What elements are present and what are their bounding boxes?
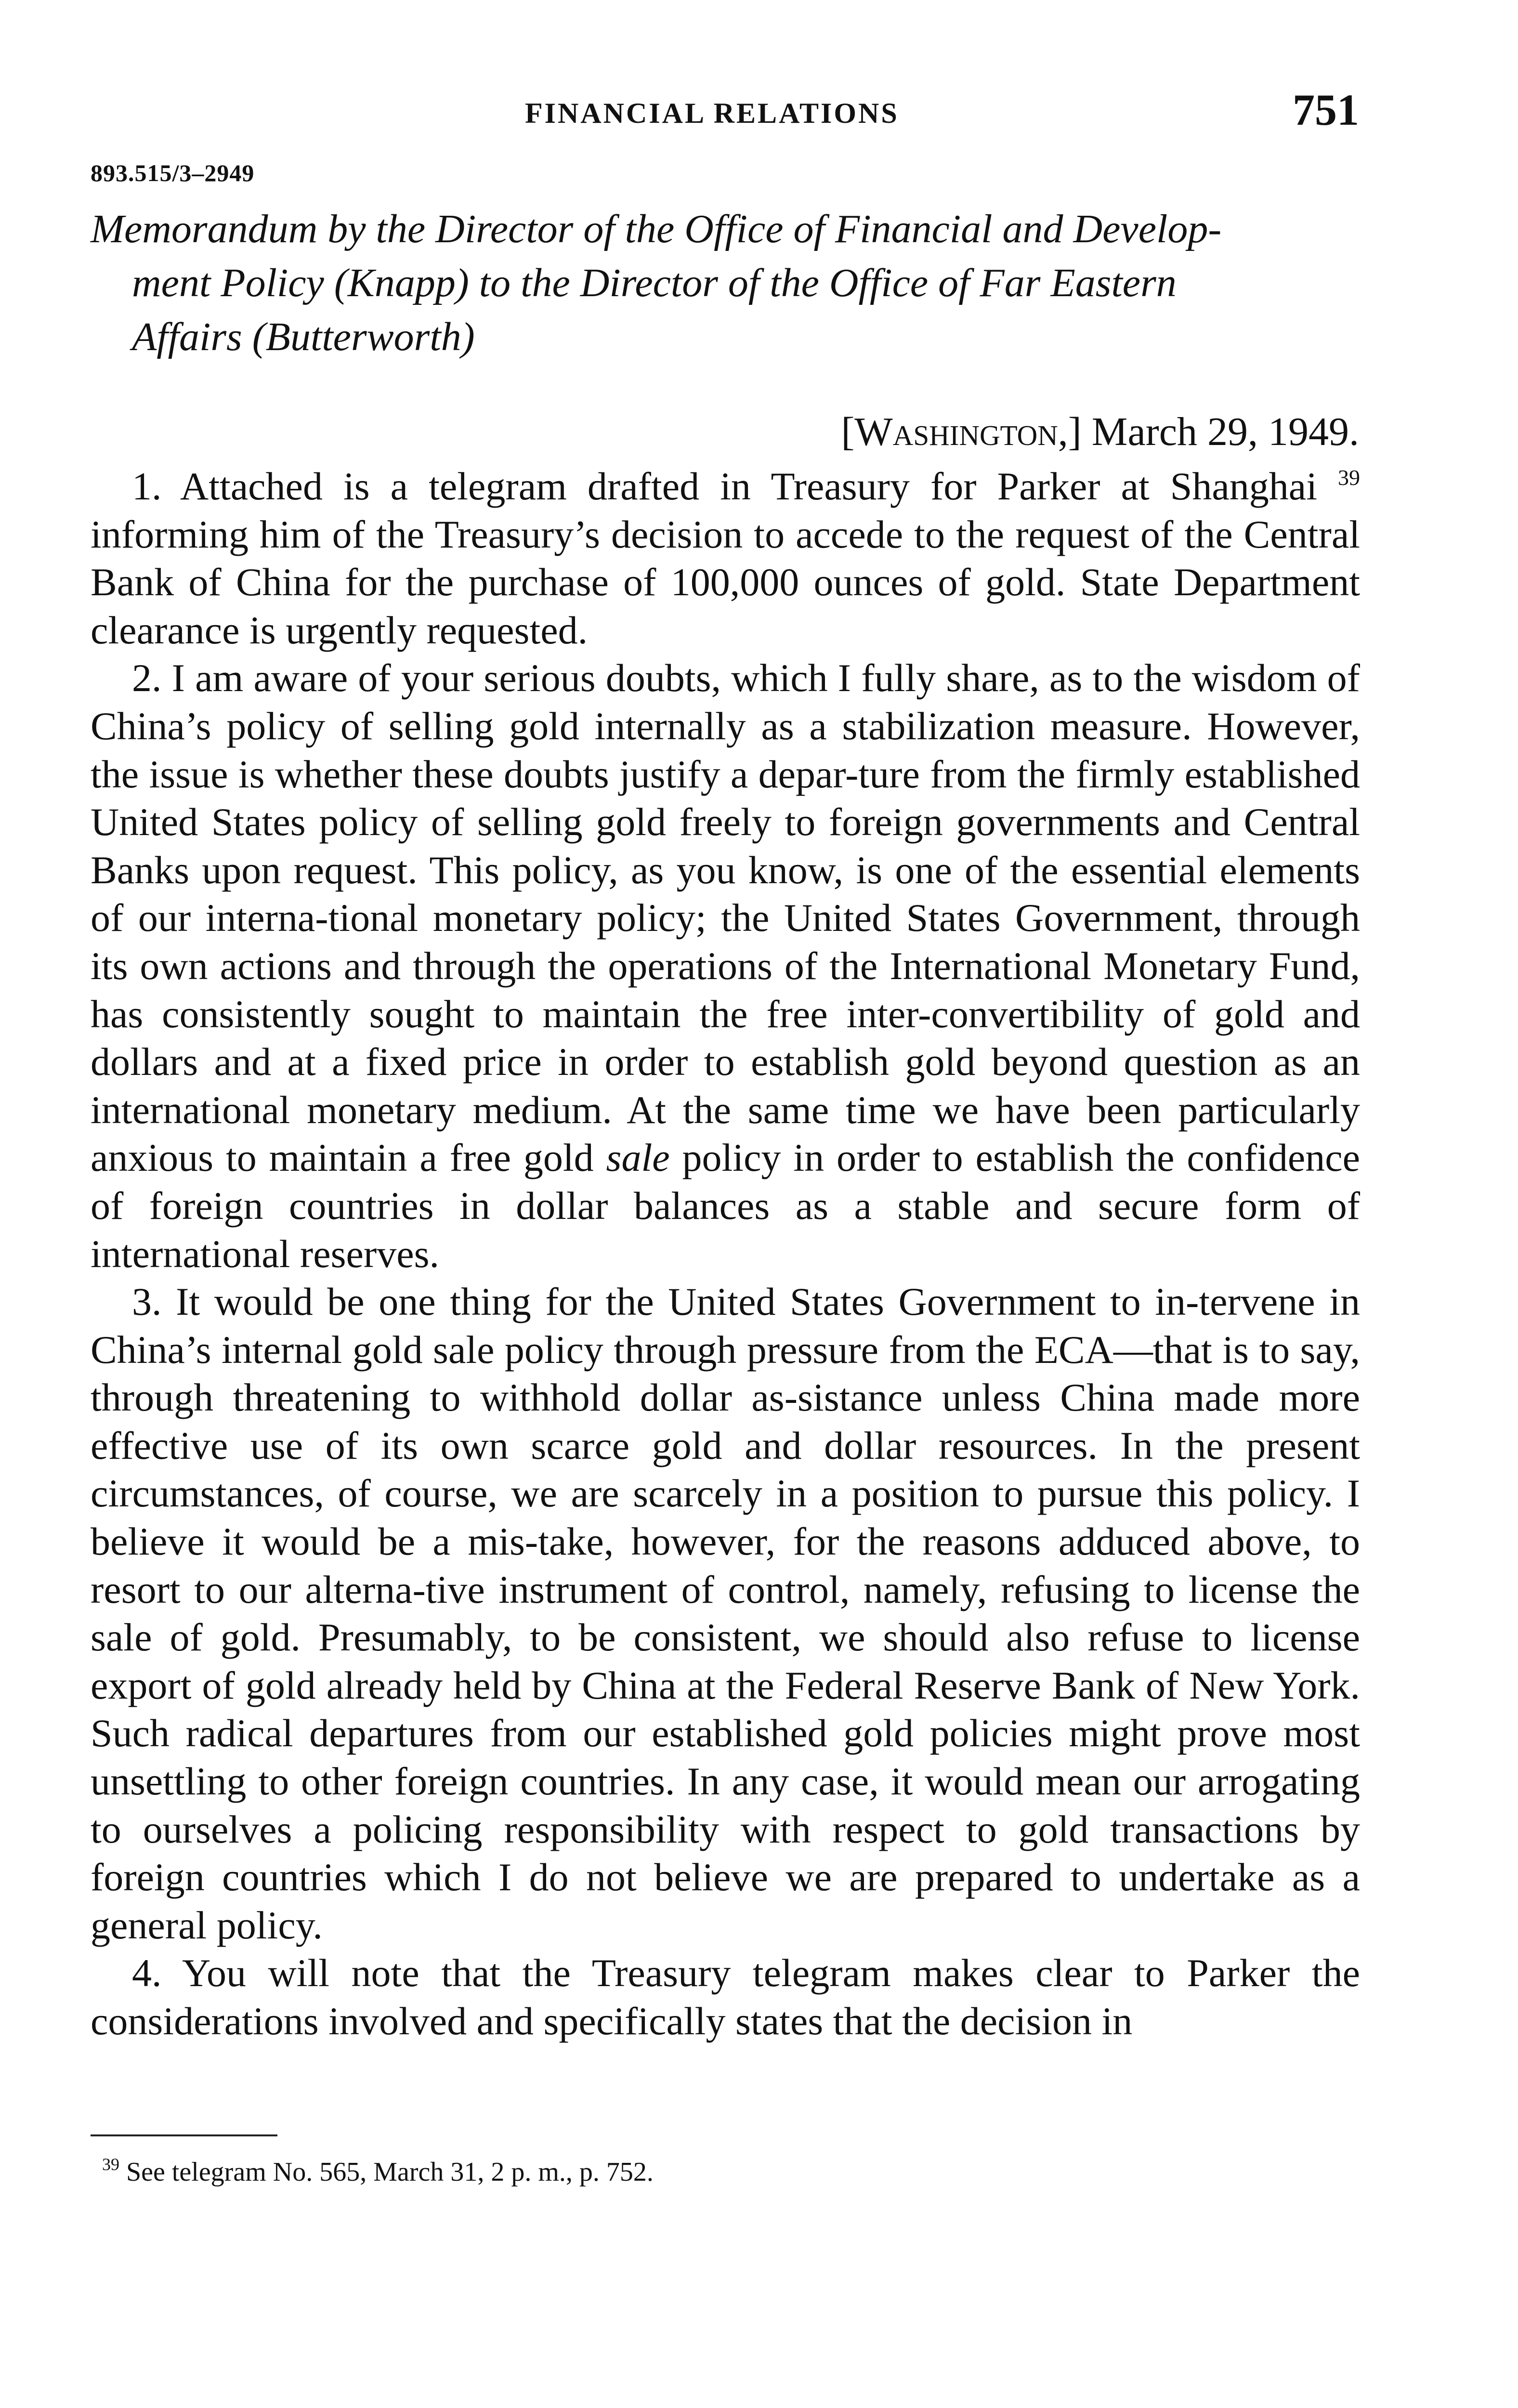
dateline-date: March 29, 1949. <box>1091 409 1359 454</box>
running-title: FINANCIAL RELATIONS <box>525 97 899 129</box>
emphasized-word: sale <box>606 1136 670 1180</box>
footnote-divider <box>91 2134 277 2136</box>
file-number: 893.515/3–2949 <box>91 159 255 186</box>
document-title <box>91 202 1362 364</box>
page-number: 751 <box>1293 85 1359 134</box>
title-line: ment Policy (Knapp) to the Director of the Office of Far Eastern <box>132 261 1177 305</box>
footnote-text: See telegram No. 565, March 31, 2 p. m., p. 752. <box>119 2157 654 2187</box>
paragraph-2 <box>91 654 1360 1278</box>
paragraph-text: 1. Attached is a telegram drafted in Treasury for Parker at Shanghai <box>132 464 1317 508</box>
dateline-place: [Washington,] <box>841 409 1082 454</box>
paragraph-1 <box>91 462 1360 654</box>
dateline <box>841 408 1359 455</box>
paragraph-text: policy in order to establish the confidence of foreign countries in dollar balances as a stable and secure form of international reserves. <box>91 1136 1361 1276</box>
footnote-reference: 39 <box>1338 465 1361 490</box>
running-head <box>0 85 1518 134</box>
paragraph-4: 4. You will note that the Treasury telegram makes clear to Parker the considerations involved and specifically states that the decision in <box>91 1951 1360 2043</box>
title-line: Memorandum by the Director of the Office of Financial and Develop- <box>91 207 1222 251</box>
memorandum-body <box>91 462 1360 2045</box>
title-line: Affairs (Butterworth) <box>132 314 475 359</box>
paragraph-text: 2. I am aware of your serious doubts, which I fully share, as to the wisdom of China’s policy of selling gold internally as a stabilization measure. However, the issue is whether these doubts justify a depar-ture from the firmly established United States policy of selling gold freely to foreign governments and Central Banks upon request. This policy, as you know, is one of the essential elements of our interna-tional monetary policy; the United States Government, through its own actions and through the operations of the International Monetary Fund, has consistently sought to maintain the free inter-convertibility of gold and dollars and at a fixed price in order to establish gold beyond question as an international monetary medium. At the same time we have been particularly anxious to maintain a free gold <box>91 656 1360 1180</box>
footnote-marker: 39 <box>102 2155 119 2174</box>
paragraph-3: 3. It would be one thing for the United States Government to in-tervene in China’s internal gold sale policy through pressure from the ECA—that is to say, through threatening to withhold dollar as-sistance unless China made more effective use of its own scarce gold and dollar resources. In the present circumstances, of course, we are scarcely in a position to pursue this policy. I believe it would be a mis-take, however, for the reasons adduced above, to resort to our alterna-tive instrument of control, namely, refusing to license the sale of gold. Presumably, to be consistent, we should also refuse to license export of gold already held by China at the Federal Reserve Bank of New York. Such radical departures from our established gold policies might prove most unsettling to other foreign countries. In any case, it would mean our arrogating to ourselves a policing responsibility with respect to gold transactions by foreign countries which I do not believe we are prepared to undertake as a general policy. <box>91 1280 1360 1947</box>
footnote <box>102 2157 654 2187</box>
paragraph-text: informing him of the Treasury’s decision to accede to the request of the Central Bank of China for the purchase of 100,000 ounces of gold. State Department clearance is urgently requested. <box>91 512 1360 652</box>
